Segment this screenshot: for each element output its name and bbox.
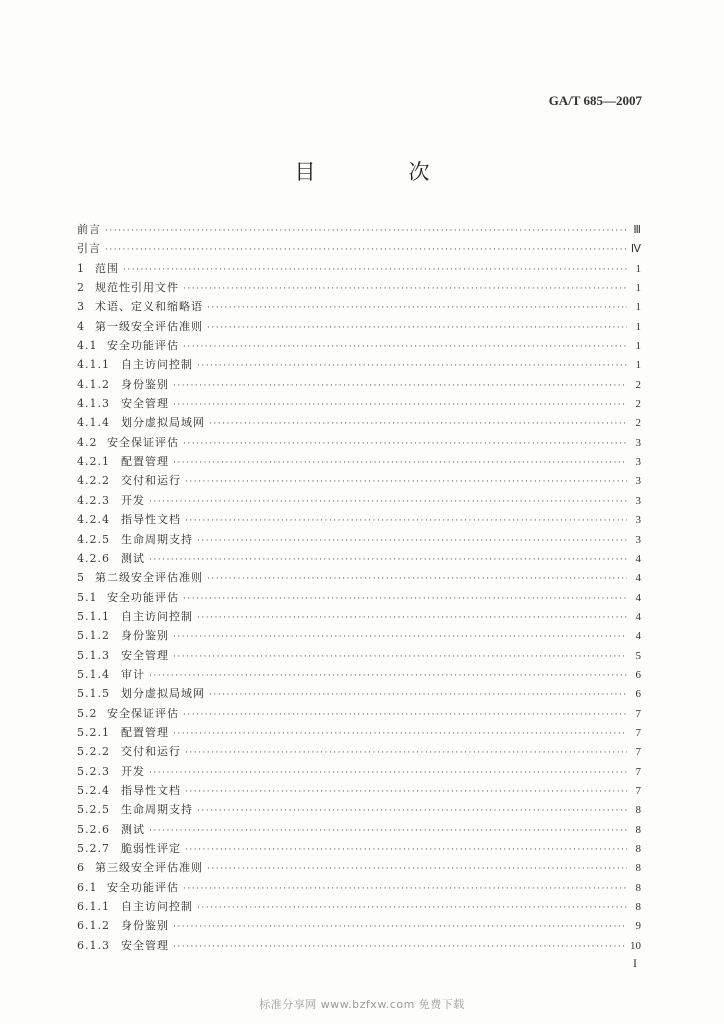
toc-leader-dots: [149, 551, 627, 568]
toc-entry[interactable]: [77, 394, 641, 413]
toc-entry-number: 5.2.5: [77, 803, 110, 817]
toc-leader-dots: [197, 899, 627, 916]
toc-entry-number: 5.2.3: [77, 764, 110, 778]
toc-entry[interactable]: [77, 336, 641, 355]
toc-entry-title: 安全功能评估: [107, 590, 179, 604]
toc-entry-page: 2: [635, 378, 641, 391]
toc-entry[interactable]: [77, 413, 641, 432]
toc-entry-number: 5.2: [77, 706, 98, 720]
toc-entry-page: 10: [630, 939, 641, 952]
toc-entry[interactable]: [77, 549, 641, 568]
toc-entry-number: 5.1.2: [77, 629, 110, 643]
toc-entry-number: 4.1.1: [77, 358, 110, 372]
toc-entry-page: 3: [635, 494, 641, 507]
toc-leader-dots: [207, 299, 627, 316]
toc-entry-title: 前言: [77, 223, 101, 236]
toc-entry[interactable]: [77, 800, 641, 819]
toc-entry-title: 安全保证评估: [107, 435, 179, 449]
toc-entry[interactable]: [77, 665, 641, 684]
toc-entry-title: 配置管理: [121, 455, 169, 469]
toc-entry-number: 4: [77, 319, 85, 333]
toc-entry-title: 安全功能评估: [107, 880, 179, 894]
toc-entry-page: 4: [635, 610, 641, 623]
toc-entry-page: 7: [635, 765, 641, 778]
toc-entry-number: 5.2.6: [77, 822, 110, 836]
toc-entry-title: 划分虚拟局域网: [121, 687, 205, 701]
toc-entry[interactable]: [77, 259, 641, 278]
toc-entry-number: 2: [77, 281, 85, 295]
toc-entry-page: 8: [635, 804, 641, 817]
toc-leader-dots: [185, 744, 627, 761]
toc-leader-dots: [105, 241, 627, 258]
toc-entry-page: 4: [635, 630, 641, 643]
toc-leader-dots: [183, 706, 627, 723]
toc-leader-dots: [183, 590, 627, 607]
page-title: 目 次: [294, 160, 466, 184]
toc-leader-dots: [173, 377, 627, 394]
toc-entry-page: 3: [635, 533, 641, 546]
toc-entry-number: 5.2.2: [77, 745, 110, 759]
toc-entry-page: 2: [635, 398, 641, 411]
toc-entry-title: 交付和运行: [121, 474, 181, 488]
toc-entry-page: 8: [635, 881, 641, 894]
toc-entry-page: 3: [635, 436, 641, 449]
toc-entry[interactable]: [77, 355, 641, 374]
toc-entry-title: 规范性引用文件: [95, 281, 179, 295]
toc-leader-dots: [185, 841, 627, 858]
toc-entry-number: 4.2: [77, 435, 98, 449]
toc-entry-number: 6.1.3: [77, 938, 110, 952]
toc-entry[interactable]: [77, 820, 641, 839]
toc-entry-title: 审计: [121, 667, 145, 681]
table-of-contents: [77, 220, 641, 955]
toc-entry-number: 4.1.3: [77, 397, 110, 411]
toc-entry-title: 自主访问控制: [121, 358, 193, 372]
toc-leader-dots: [183, 280, 627, 297]
toc-entry-number: 5.2.4: [77, 783, 110, 797]
toc-entry-title: 身份鉴别: [121, 377, 169, 391]
toc-entry[interactable]: [77, 704, 641, 723]
toc-entry-number: 4.2.6: [77, 551, 110, 565]
toc-entry-title: 生命周期支持: [121, 803, 193, 817]
toc-entry-title: 生命周期支持: [121, 532, 193, 546]
toc-entry-number: 4.2.4: [77, 513, 110, 527]
toc-entry-title: 脆弱性评定: [121, 842, 181, 855]
toc-entry[interactable]: [77, 936, 641, 955]
toc-entry-title: 安全管理: [121, 397, 169, 411]
toc-entry[interactable]: [77, 239, 641, 258]
toc-leader-dots: [185, 512, 627, 529]
toc-leader-dots: [185, 473, 627, 490]
toc-entry-title: 测试: [121, 822, 145, 836]
toc-entry-page: 3: [635, 475, 641, 488]
toc-entry-title: 安全功能评估: [107, 339, 179, 353]
toc-leader-dots: [173, 628, 627, 645]
toc-entry-page: 5: [635, 649, 641, 662]
toc-entry-page: 4: [635, 572, 641, 585]
toc-entry[interactable]: [77, 781, 641, 800]
toc-leader-dots: [149, 822, 627, 839]
toc-leader-dots: [197, 802, 627, 819]
toc-leader-dots: [173, 938, 626, 955]
toc-leader-dots: [209, 415, 627, 432]
toc-entry[interactable]: [77, 471, 641, 490]
toc-leader-dots: [183, 338, 627, 355]
toc-entry-page: 3: [635, 514, 641, 527]
toc-entry[interactable]: [77, 858, 641, 877]
toc-entry[interactable]: [77, 530, 641, 549]
page-number: I: [633, 956, 637, 970]
toc-entry-number: 4.2.1: [77, 455, 110, 469]
toc-entry-page: 7: [635, 707, 641, 720]
toc-entry-number: 4.1.2: [77, 377, 110, 391]
toc-entry-title: 划分虚拟局域网: [121, 416, 205, 430]
toc-entry-title: 第三级安全评估准则: [95, 861, 203, 875]
toc-entry-title: 自主访问控制: [121, 900, 193, 914]
toc-leader-dots: [149, 667, 627, 684]
toc-entry-page: 7: [635, 784, 641, 797]
toc-entry-title: 指导性文档: [121, 783, 181, 797]
toc-entry[interactable]: [77, 646, 641, 665]
toc-entry-title: 开发: [121, 493, 145, 507]
toc-entry[interactable]: [77, 375, 641, 394]
toc-leader-dots: [197, 357, 627, 374]
toc-entry-title: 测试: [121, 551, 145, 565]
toc-entry[interactable]: [77, 452, 641, 471]
toc-entry-title: 身份鉴别: [121, 919, 169, 933]
toc-entry-page: 7: [635, 746, 641, 759]
toc-entry[interactable]: [77, 878, 641, 897]
toc-entry-page: 4: [635, 552, 641, 565]
toc-entry-page: 7: [635, 726, 641, 739]
toc-entry-title: 安全保证评估: [107, 706, 179, 720]
toc-entry-page: 1: [635, 340, 641, 353]
toc-entry[interactable]: [77, 626, 641, 645]
toc-leader-dots: [209, 686, 627, 703]
toc-entry[interactable]: [77, 742, 641, 761]
toc-entry-number: 4.1.4: [77, 416, 110, 430]
toc-entry[interactable]: [77, 762, 641, 781]
toc-entry[interactable]: [77, 916, 641, 935]
toc-entry-number: 5.1.3: [77, 648, 110, 662]
toc-entry-page: 1: [635, 320, 641, 333]
toc-entry-page: 6: [635, 668, 641, 681]
toc-entry-title: 自主访问控制: [121, 609, 193, 623]
toc-entry-page: 1: [635, 301, 641, 314]
toc-entry[interactable]: [77, 568, 641, 587]
toc-entry-page: 8: [635, 901, 641, 914]
toc-entry[interactable]: [77, 491, 641, 510]
toc-entry-number: 1: [77, 261, 85, 275]
toc-entry[interactable]: [77, 433, 641, 452]
toc-entry-page: 8: [635, 843, 641, 855]
toc-entry-number: 5.1.4: [77, 667, 110, 681]
toc-entry-number: 5: [77, 571, 85, 585]
toc-entry[interactable]: [77, 297, 641, 316]
toc-entry-page: 3: [635, 456, 641, 469]
toc-entry-number: 6: [77, 861, 85, 875]
toc-entry-page: 6: [635, 688, 641, 701]
toc-entry-page: 9: [635, 920, 641, 933]
toc-entry-page: 8: [635, 862, 641, 875]
toc-leader-dots: [123, 261, 627, 278]
toc-entry-page: 1: [635, 262, 641, 275]
toc-leader-dots: [173, 454, 627, 471]
standard-code: GA/T 685—2007: [548, 93, 642, 108]
toc-entry[interactable]: [77, 839, 641, 858]
toc-entry-title: 配置管理: [121, 725, 169, 739]
toc-leader-dots: [185, 783, 627, 800]
toc-entry[interactable]: [77, 220, 641, 239]
toc-entry-title: 安全管理: [121, 938, 169, 952]
toc-leader-dots: [173, 918, 627, 935]
toc-entry-number: 3: [77, 300, 85, 314]
toc-entry[interactable]: [77, 897, 641, 916]
toc-entry-title: 安全管理: [121, 648, 169, 662]
toc-entry[interactable]: [77, 684, 641, 703]
toc-entry-title: 指导性文档: [121, 513, 181, 527]
toc-entry[interactable]: [77, 588, 641, 607]
toc-entry-page: 1: [635, 359, 641, 372]
toc-entry-title: 范围: [95, 261, 119, 275]
toc-leader-dots: [183, 435, 627, 452]
toc-entry[interactable]: [77, 278, 641, 297]
toc-entry-number: 5.1.5: [77, 687, 110, 701]
toc-entry-page: 4: [635, 591, 641, 604]
toc-entry-number: 4.1: [77, 339, 98, 353]
toc-leader-dots: [183, 880, 627, 897]
toc-leader-dots: [197, 609, 627, 626]
toc-entry-page: 1: [635, 282, 641, 295]
toc-entry-title: 第二级安全评估准则: [95, 571, 203, 585]
toc-leader-dots: [149, 764, 627, 781]
toc-leader-dots: [207, 860, 627, 877]
toc-entry-title: 开发: [121, 764, 145, 778]
watermark: 标准分享网 www.bzfxw.com 免费下载: [259, 998, 465, 1011]
toc-leader-dots: [149, 493, 627, 510]
toc-entry-page: Ⅲ: [633, 224, 641, 236]
toc-leader-dots: [173, 725, 627, 742]
toc-entry-number: 5.2.1: [77, 725, 110, 739]
toc-entry-number: 6.1.1: [77, 900, 110, 914]
toc-leader-dots: [207, 319, 627, 336]
toc-entry-title: 术语、定义和缩略语: [95, 300, 203, 314]
toc-entry[interactable]: [77, 317, 641, 336]
toc-entry-number: 4.2.2: [77, 474, 110, 488]
toc-entry-page: 8: [635, 823, 641, 836]
toc-entry-number: 4.2.5: [77, 532, 110, 546]
toc-entry-number: 5.1: [77, 590, 98, 604]
toc-leader-dots: [197, 532, 627, 549]
toc-entry[interactable]: [77, 607, 641, 626]
toc-leader-dots: [173, 396, 627, 413]
toc-entry-number: 5.1.1: [77, 609, 110, 623]
toc-entry-title: 交付和运行: [121, 745, 181, 759]
toc-entry-title: 身份鉴别: [121, 629, 169, 643]
toc-entry-title: 引言: [77, 242, 101, 256]
toc-entry-page: Ⅳ: [630, 243, 641, 256]
toc-leader-dots: [173, 648, 627, 665]
toc-entry-number: 5.2.7: [77, 842, 110, 855]
toc-entry[interactable]: [77, 723, 641, 742]
toc-entry[interactable]: [77, 510, 641, 529]
toc-leader-dots: [207, 570, 627, 587]
toc-entry-page: 2: [635, 417, 641, 430]
toc-entry-title: 第一级安全评估准则: [95, 319, 203, 333]
toc-entry-number: 6.1: [77, 880, 98, 894]
toc-leader-dots: [105, 222, 627, 239]
toc-entry-number: 4.2.3: [77, 493, 110, 507]
toc-entry-number: 6.1.2: [77, 919, 110, 933]
